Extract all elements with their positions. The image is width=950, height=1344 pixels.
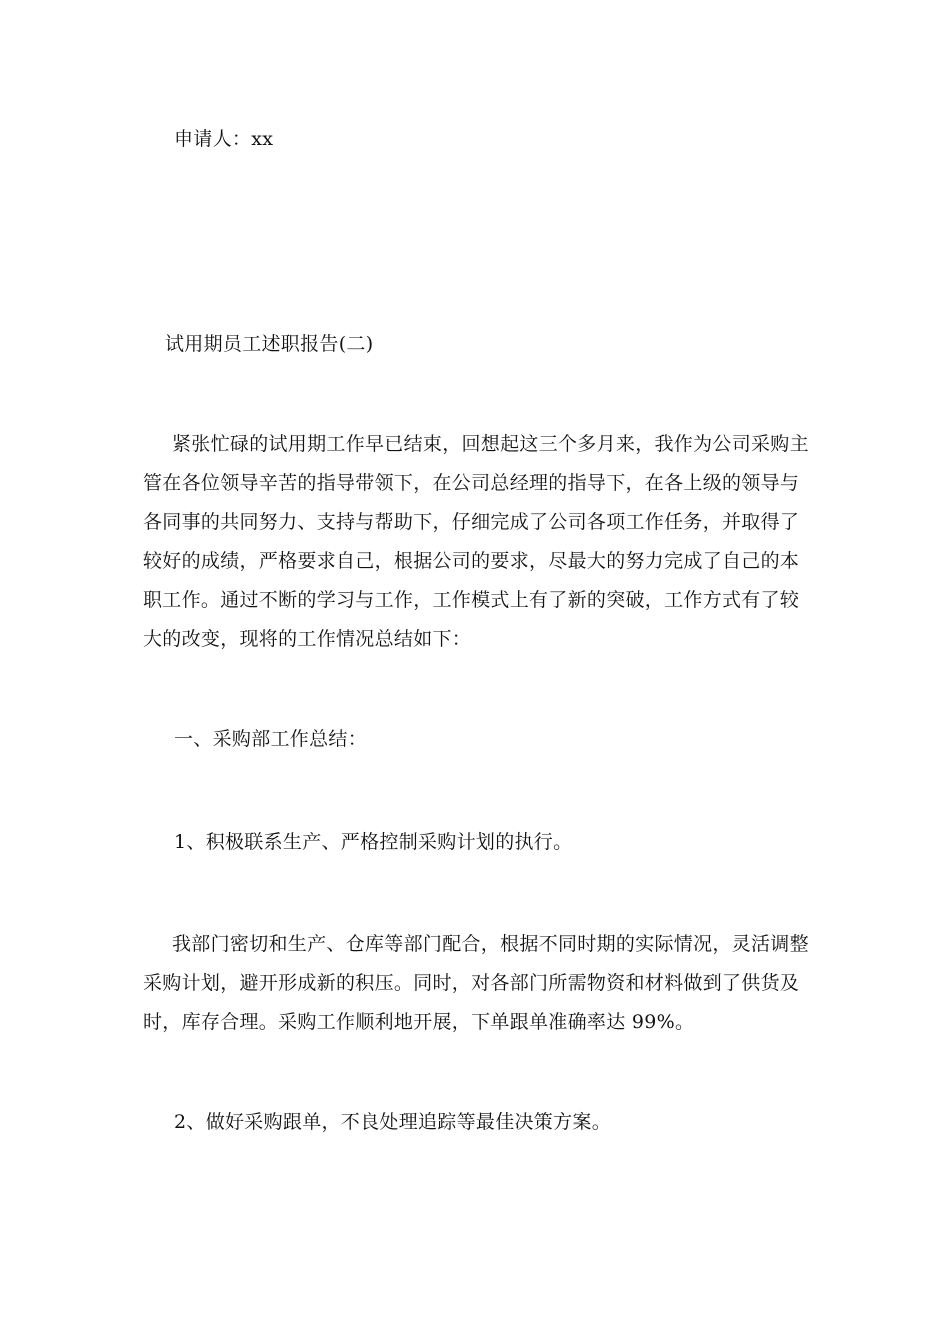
intro-paragraph — [143, 425, 809, 659]
intro-line: 紧张忙碌的试用期工作早已结束，回想起这三个多月来，我作为公司采购主 — [172, 433, 809, 455]
document-title: 试用期员工述职报告(二) — [165, 333, 374, 355]
intro-line: 管在各位领导辛苦的指导带领下，在公司总经理的指导下，在各上级的领导与 — [143, 472, 800, 494]
intro-line: 各同事的共同努力、支持与帮助下，仔细完成了公司各项工作任务，并取得了 — [143, 511, 800, 533]
intro-line: 职工作。通过不断的学习与工作，工作模式上有了新的突破，工作方式有了较 — [143, 589, 800, 611]
item-two-heading: 2、做好采购跟单，不良处理追踪等最佳决策方案。 — [174, 1111, 611, 1133]
item-one-line: 我部门密切和生产、仓库等部门配合，根据不同时期的实际情况，灵活调整 — [172, 933, 809, 955]
intro-line: 较好的成绩，严格要求自己，根据公司的要求，尽最大的努力完成了自己的本 — [143, 550, 800, 572]
applicant-line: 申请人：xx — [174, 128, 274, 150]
item-one-heading: 1、积极联系生产、严格控制采购计划的执行。 — [174, 831, 573, 853]
item-one-paragraph — [143, 925, 809, 1042]
section-one-heading: 一、采购部工作总结： — [174, 728, 368, 750]
intro-line: 大的改变，现将的工作情况总结如下： — [143, 628, 472, 650]
item-one-line: 时，库存合理。采购工作顺利地开展，下单跟单准确率达 99%。 — [143, 1011, 695, 1033]
item-one-line: 采购计划，避开形成新的积压。同时，对各部门所需物资和材料做到了供货及 — [143, 972, 800, 994]
